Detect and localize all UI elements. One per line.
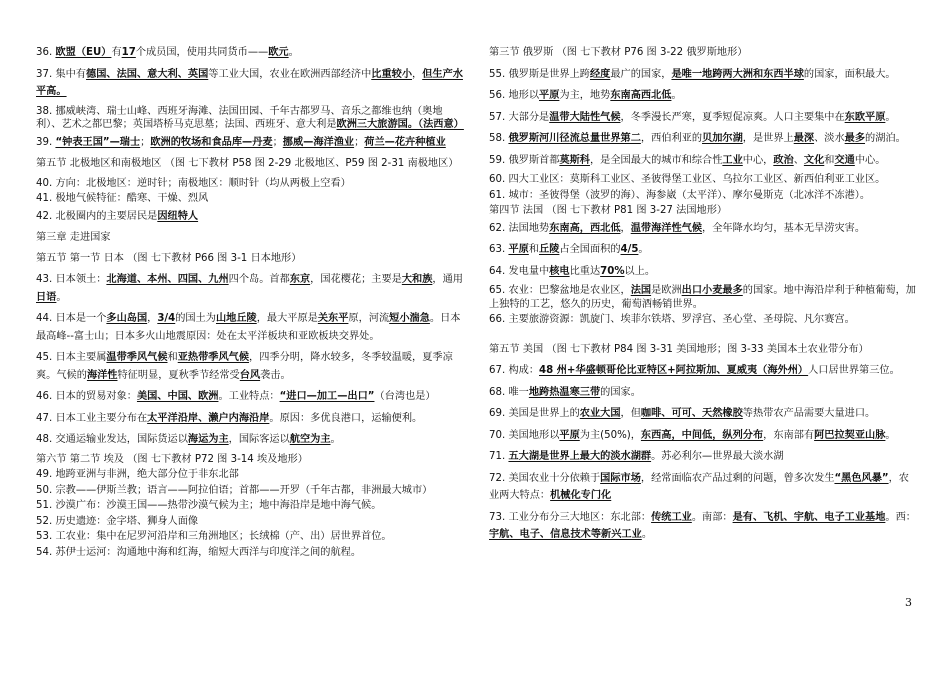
text-run: 63. [489, 244, 509, 255]
text-run: 、淡水 [814, 133, 845, 144]
text-run: 67. 构成： [489, 365, 540, 376]
right-paragraph [489, 384, 919, 402]
left-paragraph [36, 271, 468, 306]
left-paragraph [36, 250, 468, 268]
right-paragraph [489, 173, 919, 187]
text-run: 。原因：多优良港口，运输便利。 [269, 412, 423, 424]
text-run: 四个岛。首都 [228, 274, 290, 285]
text-run: 为主(50%)， [579, 429, 641, 441]
key-term: 阿巴拉契亚山脉 [814, 429, 886, 441]
key-term: 48 州+华盛顿哥伦比亚特区+阿拉斯加、夏威夷（海外州） [539, 365, 809, 376]
right-paragraph [489, 263, 919, 281]
text-run: 。南部： [691, 511, 733, 523]
text-run: 59. 俄罗斯首都 [489, 154, 560, 166]
text-run: 。西： [885, 511, 916, 523]
text-run: 的国家。 [600, 386, 641, 398]
left-paragraph [36, 515, 468, 529]
text-run: 62. 法国地势 [489, 222, 550, 234]
key-term: 欧元 [268, 47, 289, 58]
text-run: 第三章 走进国家 [36, 232, 111, 243]
text-run: 39. [36, 136, 56, 148]
left-paragraph [36, 192, 468, 206]
key-term: 平原 [559, 429, 580, 441]
page-number: 3 [905, 596, 912, 609]
text-run: 以上。 [624, 265, 656, 277]
right-paragraph [489, 405, 919, 423]
key-term: 东南高，西北低 [549, 222, 621, 234]
text-run: 66. 主要旅游资源：凯旋门、埃菲尔铁塔、罗浮宫、圣心堂、圣母院、凡尔赛宫。 [489, 314, 855, 325]
text-run: ，但 [620, 408, 641, 419]
text-run: ； [140, 136, 151, 148]
text-run: 最广的国家， [610, 68, 672, 80]
right-paragraph [489, 87, 919, 105]
text-run: 47. 日本工业主要分布在 [36, 412, 148, 424]
right-paragraph [489, 109, 919, 127]
text-run: 43. 日本领土： [36, 274, 107, 285]
text-run: 。 [56, 291, 67, 303]
key-term: 宇航、电子、信息技术等新兴工业 [489, 529, 642, 540]
text-run: 36. [36, 47, 56, 58]
right-paragraph [489, 470, 919, 505]
right-paragraph [489, 130, 919, 148]
text-run: 38. 挪威峡湾、瑞士山峰、西班牙海滩、法国田园、千年古都罗马、音乐之都维也纳（奥地利）、艺术之都巴黎；英国塔桥马克思墓；法国、西班牙、意大利是 [36, 105, 443, 130]
text-run: 。 [885, 429, 896, 441]
text-run: 51. 沙漠广布：沙漠王国——热带沙漠气候为主；地中海沿岸是地中海气候。 [36, 500, 382, 511]
left-paragraph [36, 349, 468, 384]
left-paragraph [36, 388, 468, 406]
left-paragraph [36, 177, 468, 191]
left-paragraph [36, 410, 468, 428]
text-run: 第四节 法国 （图 七下教材 P81 图 3-27 法国地形） [489, 205, 728, 216]
key-term: 东京 [289, 274, 311, 285]
text-run: 65. 农业：巴黎盆地是农业区， [489, 285, 631, 296]
right-paragraph [489, 44, 919, 62]
text-run: 69. 美国是世界上的 [489, 408, 580, 419]
left-paragraph [36, 468, 468, 482]
key-term: 大和族 [401, 274, 433, 285]
key-term: 机械化专门化 [550, 490, 612, 501]
key-term: 太平洋沿岸、濑户内海沿岸 [147, 412, 270, 424]
key-term: 海运为主 [187, 434, 229, 445]
text-run: 和 [167, 352, 178, 363]
right-paragraph [489, 509, 919, 544]
text-run: 为主，地势 [559, 90, 611, 101]
text-run: 等工业大国，农业在欧洲西部经济中 [208, 68, 372, 80]
right-paragraph [489, 284, 919, 311]
left-paragraph [36, 66, 468, 101]
text-run: 第五节 美国 （图 七下教材 P84 图 3-31 美国地形；图 3-33 美国本土农业带分布） [489, 343, 869, 355]
key-term: 文化 [803, 154, 825, 166]
key-term: 挪威—海洋渔业 [282, 136, 355, 148]
text-run: ，全年降水均匀，基本无旱涝灾害。 [702, 222, 866, 234]
text-run: 57. 大部分是 [489, 111, 550, 123]
key-term: 平原 [508, 244, 529, 255]
left-paragraph [36, 484, 468, 498]
key-term: 传统工业 [651, 511, 692, 523]
left-paragraph [36, 499, 468, 513]
text-run: ； [354, 136, 365, 148]
text-run: 第六节 第二节 埃及 （图 七下教材 P72 图 3-14 埃及地形） [36, 453, 308, 465]
key-term: 德国、法国、意大利、英国 [86, 68, 209, 80]
text-run: 有 [111, 47, 122, 58]
text-run: 45. 日本主要属 [36, 352, 107, 363]
text-run: 68. 唯一 [489, 386, 529, 398]
text-run: 56. 地形以 [489, 90, 540, 101]
text-run: 48. 交通运输业发达，国际货运以 [36, 434, 188, 445]
text-run: ， [620, 222, 631, 234]
text-run: 的国土为 [175, 313, 216, 324]
key-term: 是唯一地跨两大洲和东西半球 [671, 68, 804, 80]
text-run: 的国家。地中海沿岸利于种植葡萄，加上独特的工艺，悠久的历史，葡萄酒畅销世界。 [489, 285, 916, 310]
key-term: 俄罗斯河川径流总量世界第二 [508, 133, 641, 144]
left-paragraph [36, 310, 468, 345]
text-run: 的湖泊。 [865, 133, 906, 144]
key-term: 地跨热温寒三带 [528, 386, 601, 398]
text-run: 52. 历史遗迹：金字塔、狮身人面像 [36, 515, 199, 527]
text-run: 72. 美国农业十分依赖于 [489, 472, 601, 484]
text-run: ，通用 [432, 274, 463, 285]
key-term: 温带海洋性气候 [630, 222, 703, 234]
right-paragraph [489, 427, 919, 445]
text-run: 的国家，面积最大。 [803, 68, 896, 80]
key-term: 东南高西北低 [610, 90, 672, 101]
text-run: 和 [824, 154, 835, 166]
text-run: ， [147, 313, 158, 324]
text-run: 中心， [742, 154, 774, 166]
key-term: 欧洲的牧场和食品库—丹麦 [150, 136, 273, 148]
text-run: 和 [528, 244, 540, 255]
text-run: 特征明显，夏秋季节经常受 [117, 369, 240, 381]
key-term: 17 [121, 47, 136, 58]
text-run: 。工业特点： [218, 391, 280, 402]
text-run: 64. 发电量中 [489, 265, 550, 277]
key-term: 温带季风气候 [106, 352, 168, 363]
left-paragraph [36, 453, 468, 467]
left-paragraph [36, 208, 468, 226]
right-paragraph [489, 341, 919, 359]
text-run: 44. 日本是一个 [36, 313, 107, 324]
key-term: 但生产水平高。 [36, 68, 463, 97]
key-term: 4/5 [620, 244, 639, 255]
text-run: 42. 北极圈内的主要居民是 [36, 210, 158, 222]
text-run: 50. 宗教——伊斯兰教；语言——阿拉伯语；首都——开罗（千年古都，非洲最大城市） [36, 484, 433, 496]
text-run: 37. 集中有 [36, 68, 87, 80]
text-run: 53. 工农业：集中在尼罗河沿岸和三角洲地区；长绒棉（产、出）居世界首位。 [36, 531, 392, 542]
text-run: 。 [288, 47, 299, 58]
key-term: 平原 [539, 90, 560, 101]
text-run: 54. 苏伊士运河：沟通地中海和红海，缩短大西洋与印度洋之间的航程。 [36, 546, 362, 558]
key-term: 贝加尔湖 [702, 133, 743, 144]
key-term: 70% [600, 265, 625, 277]
text-run: 是欧洲 [651, 285, 682, 296]
right-paragraph [489, 204, 919, 218]
text-run: ，最大平原是 [256, 313, 318, 324]
text-run: 。 [638, 244, 649, 255]
text-run: 个成员国，使用共同货币—— [135, 47, 269, 58]
text-run: ，冬季漫长严寒，夏季短促凉爽。人口主要集中在 [620, 111, 845, 123]
key-term: 国际市场 [600, 472, 641, 484]
left-paragraph [36, 134, 468, 152]
right-paragraph [489, 66, 919, 84]
text-run: 中心。 [854, 154, 886, 166]
text-run: 原，河流 [348, 313, 390, 324]
key-term: 亚热带季风气候 [177, 352, 250, 363]
text-run: 第三节 俄罗斯 （图 七下教材 P76 图 3-22 俄罗斯地形） [489, 47, 748, 58]
text-run: 。 [885, 111, 896, 123]
key-term: 法国 [630, 285, 652, 296]
text-run: 71. [489, 451, 509, 462]
key-term: “进口—加工—出口” [279, 391, 375, 402]
right-paragraph [489, 448, 919, 466]
text-run: 61. 城市：圣彼得堡（波罗的海）、海参崴（太平洋）、摩尔曼斯克（北冰洋不冻港）。 [489, 189, 871, 201]
text-run: 60. 四大工业区：莫斯科工业区、圣彼得堡工业区、乌拉尔工业区、新西伯利亚工业区。 [489, 174, 886, 185]
key-term: 关东平 [317, 313, 349, 324]
key-term: “钟表王国”—瑞士 [55, 136, 141, 148]
text-run: ，经常面临农产品过剩的问题，曾多次发生 [640, 472, 835, 484]
key-term: 温带大陆性气候 [549, 111, 621, 123]
text-run: ，西伯利亚的 [640, 133, 703, 144]
right-paragraph [489, 362, 919, 380]
key-term: 欧盟（EU） [55, 47, 112, 58]
left-paragraph [36, 44, 468, 62]
text-run: 人口居世界第三位。 [808, 365, 900, 376]
key-term: 3/4 [157, 313, 176, 324]
text-run: 70. 美国地形以 [489, 429, 560, 441]
left-paragraph [36, 431, 468, 449]
text-run: 袭击。 [260, 369, 291, 381]
key-term: 交通 [834, 154, 855, 166]
right-paragraph [489, 152, 919, 170]
key-term: 莫斯科 [559, 154, 590, 166]
right-paragraph [489, 313, 919, 327]
key-term: 咖啡、可可、天然橡胶 [640, 408, 743, 419]
key-term: 日语 [36, 291, 57, 303]
text-run: 41. 极地气候特征：酷寒、干燥、烈风 [36, 193, 209, 204]
text-run: 。 [671, 90, 682, 101]
text-run: 等热带农产品需要大量进口。 [742, 408, 876, 419]
right-paragraph [489, 241, 919, 259]
key-term: 核电 [549, 265, 570, 277]
key-term: 最多 [844, 133, 866, 144]
key-term: 台风 [239, 369, 261, 381]
key-term: 短小湍急 [389, 313, 430, 324]
left-paragraph [36, 229, 468, 247]
left-paragraph [36, 105, 468, 132]
key-term: 北海道、本州、四国、九州 [106, 274, 229, 285]
key-term: 五大湖是世界上最大的淡水湖群 [508, 451, 652, 462]
key-term: 航空为主 [289, 434, 331, 445]
key-term: 经度 [589, 68, 611, 80]
key-term: 农业大国 [579, 408, 621, 419]
key-term: 因纽特人 [157, 210, 199, 222]
text-run: ，农业两大特点： [489, 472, 909, 501]
text-run: ，是全国最大的城市和综合性 [589, 154, 723, 166]
key-term: 丘陵 [539, 244, 560, 255]
key-term: 美国、中国、欧洲 [136, 391, 219, 402]
key-term: 欧洲三大旅游国。（法西意） [336, 119, 464, 130]
text-run: 第五节 北极地区和南极地区 （图 七下教材 P58 图 2-29 北极地区、P59 图 2-31 南极地区） [36, 158, 459, 169]
key-term: “黑色风暴” [834, 472, 889, 484]
right-paragraph [489, 189, 919, 203]
key-term: 出口小麦最多 [681, 285, 743, 296]
key-term: 东欧平原 [844, 111, 886, 123]
text-run: 46. 日本的贸易对象： [36, 391, 137, 402]
key-term: 海洋性 [86, 369, 118, 381]
text-run: 49. 地跨亚洲与非洲，绝大部分位于非东北部 [36, 469, 239, 480]
text-run: ，国际客运以 [228, 434, 290, 445]
key-term: 是有、飞机、宇航、电子工业基地 [732, 511, 886, 523]
text-run: 第五节 第一节 日本 （图 七下教材 P66 图 3-1 日本地形） [36, 252, 302, 264]
left-column [36, 44, 468, 561]
text-run: 、 [793, 154, 804, 166]
key-term: 山地丘陵 [215, 313, 257, 324]
text-run: 比重达 [569, 265, 601, 277]
text-run: ； [272, 136, 283, 148]
key-term: 多山岛国 [106, 313, 148, 324]
text-run: 。 [641, 529, 652, 540]
key-term: 工业 [722, 154, 743, 166]
text-run: 58. [489, 133, 509, 144]
right-paragraph [489, 220, 919, 238]
text-run: ，四季分明，降水较多，冬季较温暖，夏季凉爽。气候的 [36, 352, 453, 381]
text-run: （台湾也是） [374, 391, 436, 402]
key-term: 最深 [793, 133, 815, 144]
left-paragraph [36, 155, 468, 173]
key-term: 荷兰—花卉种植业 [364, 136, 446, 148]
key-term: 政治 [773, 154, 794, 166]
text-run: ，是世界上 [742, 133, 794, 144]
left-paragraph [36, 546, 468, 560]
text-run: ，国花樱花；主要是 [310, 274, 402, 285]
text-run: ， [412, 68, 423, 80]
text-run: 。苏必利尔—世界最大淡水湖 [651, 451, 784, 462]
text-run: 占全国面积的 [559, 244, 621, 255]
right-column [489, 44, 919, 548]
text-run: 40. 方向：北极地区：逆时针；南极地区：顺时针（均从两极上空看） [36, 177, 351, 189]
text-run: 55. 俄罗斯是世界上跨 [489, 68, 590, 80]
key-term: 东西高，中间低，纵列分布 [640, 429, 764, 441]
text-run: ，东南部有 [763, 429, 815, 441]
left-paragraph [36, 530, 468, 544]
text-run: 。 [330, 434, 341, 445]
key-term: 比重较小 [371, 68, 413, 80]
text-run: 73. 工业分布分三大地区：东北部： [489, 511, 652, 523]
text-run: 。日本最高峰--富士山；日本多火山地震原因：处在太平洋板块和亚欧板块交界处。 [36, 313, 461, 342]
